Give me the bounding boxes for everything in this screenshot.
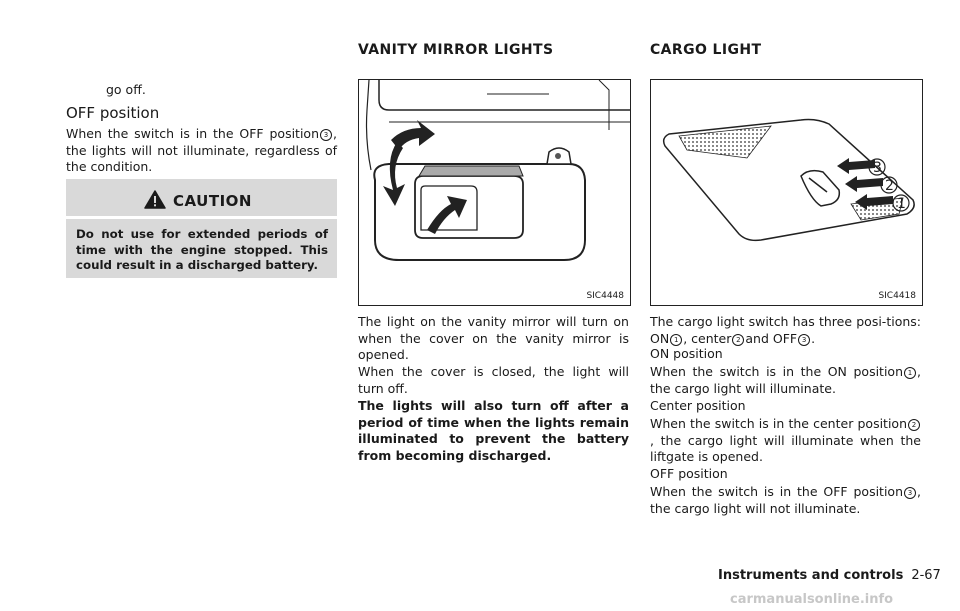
vanity-paragraph-2: When the cover is closed, the light will turn off. — [358, 364, 629, 396]
page-number: 2-67 — [911, 568, 941, 583]
vanity-mirror-figure — [358, 79, 631, 306]
circled-number-3: 3 — [798, 334, 810, 346]
on-text-b: , the cargo light will illuminate. — [650, 364, 921, 396]
circled-number-1: 1 — [904, 367, 916, 379]
cargo-light-illustration — [651, 80, 922, 285]
callout-1: 1 — [897, 196, 906, 212]
off-text-a: When the switch is in the OFF position — [66, 126, 320, 141]
center-position-heading: Center position — [650, 398, 746, 413]
on-position-paragraph — [650, 364, 921, 397]
circled-number-3: 3 — [320, 129, 332, 141]
off-position-paragraph-right — [650, 484, 921, 517]
vanity-paragraph-3: The lights will also turn off after a period of time when the lights remain illuminated to prevent the battery from becoming discharged. — [358, 398, 629, 463]
circled-number-2: 2 — [732, 334, 744, 346]
vanity-paragraph-1: The light on the vanity mirror will turn on when the cover on the vanity mirror is opened. — [358, 314, 629, 362]
cargo-intro-paragraph — [650, 314, 921, 347]
on-position-heading: ON position — [650, 346, 723, 361]
footer-section: Instruments and controls — [718, 568, 904, 583]
vanity-figure-code: SIC4448 — [586, 291, 624, 301]
continued-text: go off. — [106, 82, 146, 97]
center-position-paragraph — [650, 416, 921, 466]
off-position-heading: OFF position — [66, 104, 160, 122]
callout-3: 3 — [873, 160, 882, 176]
off-position-heading-right: OFF position — [650, 466, 728, 481]
warning-icon — [144, 190, 166, 209]
cargo-light-figure — [650, 79, 923, 306]
off-position-paragraph — [66, 126, 337, 176]
vanity-mirror-heading: VANITY MIRROR LIGHTS — [358, 42, 554, 58]
caution-title: CAUTION — [173, 192, 252, 210]
caution-text: Do not use for extended periods of time with the engine stopped. This could result in a discharged battery. — [76, 227, 328, 272]
circled-number-1: 1 — [670, 334, 682, 346]
center-text-b: , the cargo light will illuminate when the liftgate is opened. — [650, 432, 921, 464]
page-footer — [718, 568, 941, 583]
cargo-light-heading: CARGO LIGHT — [650, 42, 762, 58]
callout-2: 2 — [885, 178, 894, 194]
circled-number-3: 3 — [904, 487, 916, 499]
cargo-intro-b: , center — [683, 330, 732, 346]
vanity-mirror-illustration — [359, 80, 630, 285]
caution-box — [66, 179, 337, 278]
center-text-a: When the switch is in the center position — [650, 416, 907, 431]
off-right-text-a: When the switch is in the OFF position — [650, 484, 904, 499]
cargo-intro-c: and OFF — [745, 330, 798, 346]
off-text-b: , the lights will not illuminate, regardless of the condition. — [66, 126, 337, 174]
cargo-intro-d: . — [811, 330, 816, 346]
on-text-a: When the switch is in the ON position — [650, 364, 904, 379]
caution-header — [66, 179, 337, 219]
watermark: carmanualsonline.info — [730, 592, 894, 607]
cargo-figure-code: SIC4418 — [878, 291, 916, 301]
off-right-text-b: , the cargo light will not illuminate. — [650, 484, 921, 516]
cargo-intro-a: The cargo light switch has three posi-tions: ON — [650, 314, 921, 346]
circled-number-2: 2 — [908, 419, 920, 431]
